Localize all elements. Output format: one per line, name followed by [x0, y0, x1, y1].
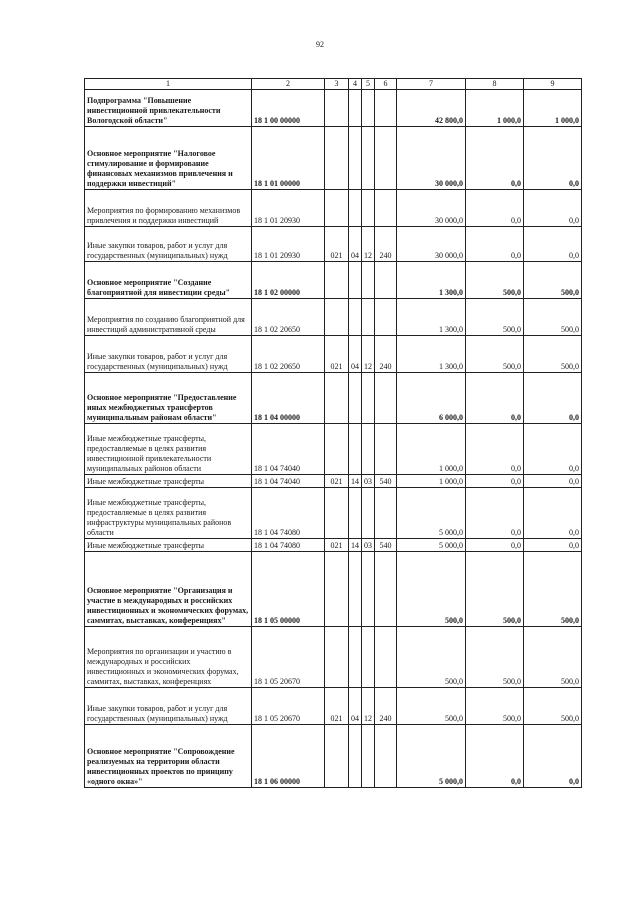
row-value7-cell: 42 800,0: [397, 90, 466, 127]
row-col4-cell: [349, 552, 362, 627]
table-row: [85, 627, 582, 688]
row-col3-cell: [325, 552, 349, 627]
row-value8-cell: 500,0: [466, 299, 524, 336]
row-name-cell: Мероприятия по организации и участию в международных и российских инвестиционных и экономических форумах, саммитах, выставках, конференциях: [85, 627, 252, 688]
row-col5-cell: [362, 424, 375, 475]
row-value9-cell: 500,0: [524, 262, 582, 299]
row-name-cell: Мероприятия по формированию механизмов привлечения и поддержки инвестиций: [85, 190, 252, 227]
row-col4-cell: [349, 424, 362, 475]
row-col4-cell: 14: [349, 539, 362, 552]
row-col3-cell: [325, 373, 349, 424]
row-code-cell: 18 1 05 00000: [252, 552, 325, 627]
row-col6-cell: [375, 90, 397, 127]
row-col4-cell: [349, 373, 362, 424]
row-value9-cell: 0,0: [524, 227, 582, 262]
row-col5-cell: [362, 262, 375, 299]
row-col3-cell: [325, 90, 349, 127]
column-header: 6: [375, 79, 397, 90]
table-row: [85, 539, 582, 552]
row-col6-cell: [375, 299, 397, 336]
row-col5-cell: [362, 299, 375, 336]
table-row: [85, 336, 582, 373]
row-name-cell: Подпрограмма "Повышение инвестиционной привлекательности Вологодской области": [85, 90, 252, 127]
row-col5-cell: 03: [362, 475, 375, 488]
row-col3-cell: [325, 725, 349, 788]
row-code-cell: 18 1 05 20670: [252, 627, 325, 688]
budget-table: [84, 78, 582, 788]
row-col5-cell: [362, 190, 375, 227]
row-col3-cell: [325, 190, 349, 227]
row-col5-cell: 03: [362, 539, 375, 552]
column-header: 9: [524, 79, 582, 90]
row-code-cell: 18 1 00 00000: [252, 90, 325, 127]
table-row: [85, 373, 582, 424]
row-value7-cell: 6 000,0: [397, 373, 466, 424]
row-value7-cell: 1 300,0: [397, 336, 466, 373]
row-code-cell: 18 1 04 74040: [252, 424, 325, 475]
row-col3-cell: 021: [325, 539, 349, 552]
row-col5-cell: [362, 90, 375, 127]
row-col4-cell: [349, 127, 362, 190]
row-code-cell: 18 1 02 20650: [252, 299, 325, 336]
row-value8-cell: 1 000,0: [466, 90, 524, 127]
row-col6-cell: [375, 262, 397, 299]
row-col4-cell: [349, 262, 362, 299]
row-value9-cell: 500,0: [524, 627, 582, 688]
row-col6-cell: [375, 627, 397, 688]
row-col3-cell: [325, 127, 349, 190]
row-col5-cell: [362, 373, 375, 424]
row-col6-cell: [375, 373, 397, 424]
row-col3-cell: 021: [325, 688, 349, 725]
row-col4-cell: 14: [349, 475, 362, 488]
table-row: [85, 90, 582, 127]
row-value8-cell: 0,0: [466, 488, 524, 539]
row-col4-cell: [349, 725, 362, 788]
row-value7-cell: 30 000,0: [397, 190, 466, 227]
row-col5-cell: 12: [362, 688, 375, 725]
row-col3-cell: 021: [325, 475, 349, 488]
row-value7-cell: 5 000,0: [397, 725, 466, 788]
table-row: [85, 475, 582, 488]
row-value9-cell: 0,0: [524, 475, 582, 488]
row-value7-cell: 1 000,0: [397, 424, 466, 475]
row-name-cell: Иные межбюджетные трансферты, предоставляемые в целях развития инвестиционной привлекательности муниципальных районов области: [85, 424, 252, 475]
row-col5-cell: [362, 725, 375, 788]
row-value7-cell: 1 300,0: [397, 299, 466, 336]
row-name-cell: Основное мероприятие "Налоговое стимулирование и формирование финансовых механизмов привлечения и поддержки инвестиций": [85, 127, 252, 190]
row-code-cell: 18 1 01 00000: [252, 127, 325, 190]
row-col6-cell: [375, 488, 397, 539]
column-header: 3: [325, 79, 349, 90]
row-value8-cell: 500,0: [466, 262, 524, 299]
row-value8-cell: 0,0: [466, 725, 524, 788]
table-row: [85, 127, 582, 190]
header-row: [85, 79, 582, 90]
row-name-cell: Иные закупки товаров, работ и услуг для государственных (муниципальных) нужд: [85, 227, 252, 262]
row-value7-cell: 1 000,0: [397, 475, 466, 488]
row-value7-cell: 500,0: [397, 552, 466, 627]
table-row: [85, 262, 582, 299]
row-value8-cell: 0,0: [466, 127, 524, 190]
row-value8-cell: 500,0: [466, 336, 524, 373]
row-value9-cell: 0,0: [524, 373, 582, 424]
table-row: [85, 552, 582, 627]
row-col4-cell: [349, 299, 362, 336]
row-col6-cell: [375, 424, 397, 475]
row-code-cell: 18 1 04 74040: [252, 475, 325, 488]
row-value8-cell: 0,0: [466, 424, 524, 475]
row-value8-cell: 500,0: [466, 627, 524, 688]
row-value8-cell: 0,0: [466, 190, 524, 227]
row-value7-cell: 5 000,0: [397, 539, 466, 552]
row-col6-cell: 240: [375, 336, 397, 373]
table-row: [85, 488, 582, 539]
row-col4-cell: [349, 627, 362, 688]
row-value8-cell: 500,0: [466, 688, 524, 725]
row-col6-cell: [375, 725, 397, 788]
row-value8-cell: 500,0: [466, 552, 524, 627]
row-value8-cell: 0,0: [466, 373, 524, 424]
row-name-cell: Иные закупки товаров, работ и услуг для государственных (муниципальных) нужд: [85, 336, 252, 373]
row-col4-cell: [349, 90, 362, 127]
row-col5-cell: [362, 488, 375, 539]
column-header: 4: [349, 79, 362, 90]
column-header: 5: [362, 79, 375, 90]
row-value9-cell: 0,0: [524, 424, 582, 475]
row-value9-cell: 500,0: [524, 688, 582, 725]
row-value9-cell: 0,0: [524, 539, 582, 552]
column-header: 2: [252, 79, 325, 90]
table-row: [85, 227, 582, 262]
row-value9-cell: 1 000,0: [524, 90, 582, 127]
row-col3-cell: [325, 299, 349, 336]
row-value9-cell: 0,0: [524, 127, 582, 190]
row-value9-cell: 0,0: [524, 190, 582, 227]
row-col5-cell: [362, 552, 375, 627]
row-col3-cell: [325, 488, 349, 539]
table-row: [85, 688, 582, 725]
row-col4-cell: 04: [349, 688, 362, 725]
row-code-cell: 18 1 01 20930: [252, 190, 325, 227]
row-code-cell: 18 1 02 20650: [252, 336, 325, 373]
row-value7-cell: 5 000,0: [397, 488, 466, 539]
row-code-cell: 18 1 04 74080: [252, 539, 325, 552]
row-name-cell: Основное мероприятие "Организация и участие в международных и российских инвестиционных и экономических форумах, саммитах, выставках, конференциях": [85, 552, 252, 627]
row-code-cell: 18 1 05 20670: [252, 688, 325, 725]
row-col4-cell: 04: [349, 227, 362, 262]
row-value9-cell: 500,0: [524, 552, 582, 627]
row-col3-cell: [325, 424, 349, 475]
row-code-cell: 18 1 02 00000: [252, 262, 325, 299]
row-name-cell: Основное мероприятие "Сопровождение реализуемых на территории области инвестиционных проектов по принципу «одного окна»": [85, 725, 252, 788]
row-col6-cell: 540: [375, 539, 397, 552]
row-col6-cell: 240: [375, 688, 397, 725]
row-col3-cell: 021: [325, 336, 349, 373]
row-name-cell: Иные межбюджетные трансферты: [85, 539, 252, 552]
table-row: [85, 424, 582, 475]
row-col5-cell: 12: [362, 227, 375, 262]
column-header: 1: [85, 79, 252, 90]
row-value8-cell: 0,0: [466, 227, 524, 262]
row-col3-cell: [325, 262, 349, 299]
row-name-cell: Иные закупки товаров, работ и услуг для государственных (муниципальных) нужд: [85, 688, 252, 725]
table-row: [85, 299, 582, 336]
row-col3-cell: [325, 627, 349, 688]
row-name-cell: Иные межбюджетные трансферты, предоставляемые в целях развития инфраструктуры муниципальных районов области: [85, 488, 252, 539]
column-header: 8: [466, 79, 524, 90]
row-col6-cell: [375, 552, 397, 627]
row-value9-cell: 500,0: [524, 336, 582, 373]
row-col5-cell: [362, 127, 375, 190]
table-row: [85, 725, 582, 788]
row-name-cell: Основное мероприятие "Предоставление иных межбюджетных трансфертов муниципальным районам области": [85, 373, 252, 424]
row-value9-cell: 500,0: [524, 299, 582, 336]
row-col5-cell: 12: [362, 336, 375, 373]
row-code-cell: 18 1 04 00000: [252, 373, 325, 424]
row-value7-cell: 500,0: [397, 627, 466, 688]
row-col4-cell: [349, 488, 362, 539]
row-col4-cell: 04: [349, 336, 362, 373]
row-col6-cell: 540: [375, 475, 397, 488]
page-number: 92: [316, 40, 324, 49]
row-name-cell: Мероприятия по созданию благоприятной для инвестиций административной среды: [85, 299, 252, 336]
row-value9-cell: 0,0: [524, 488, 582, 539]
row-col3-cell: 021: [325, 227, 349, 262]
row-value7-cell: 30 000,0: [397, 227, 466, 262]
row-name-cell: Иные межбюджетные трансферты: [85, 475, 252, 488]
row-code-cell: 18 1 06 00000: [252, 725, 325, 788]
row-value9-cell: 0,0: [524, 725, 582, 788]
row-value7-cell: 1 300,0: [397, 262, 466, 299]
row-col6-cell: 240: [375, 227, 397, 262]
row-col6-cell: [375, 127, 397, 190]
table-row: [85, 190, 582, 227]
row-name-cell: Основное мероприятие "Создание благоприятной для инвестиции среды": [85, 262, 252, 299]
row-value8-cell: 0,0: [466, 475, 524, 488]
row-col6-cell: [375, 190, 397, 227]
row-value7-cell: 500,0: [397, 688, 466, 725]
row-value7-cell: 30 000,0: [397, 127, 466, 190]
row-code-cell: 18 1 04 74080: [252, 488, 325, 539]
row-value8-cell: 0,0: [466, 539, 524, 552]
row-col4-cell: [349, 190, 362, 227]
row-code-cell: 18 1 01 20930: [252, 227, 325, 262]
row-col5-cell: [362, 627, 375, 688]
column-header: 7: [397, 79, 466, 90]
